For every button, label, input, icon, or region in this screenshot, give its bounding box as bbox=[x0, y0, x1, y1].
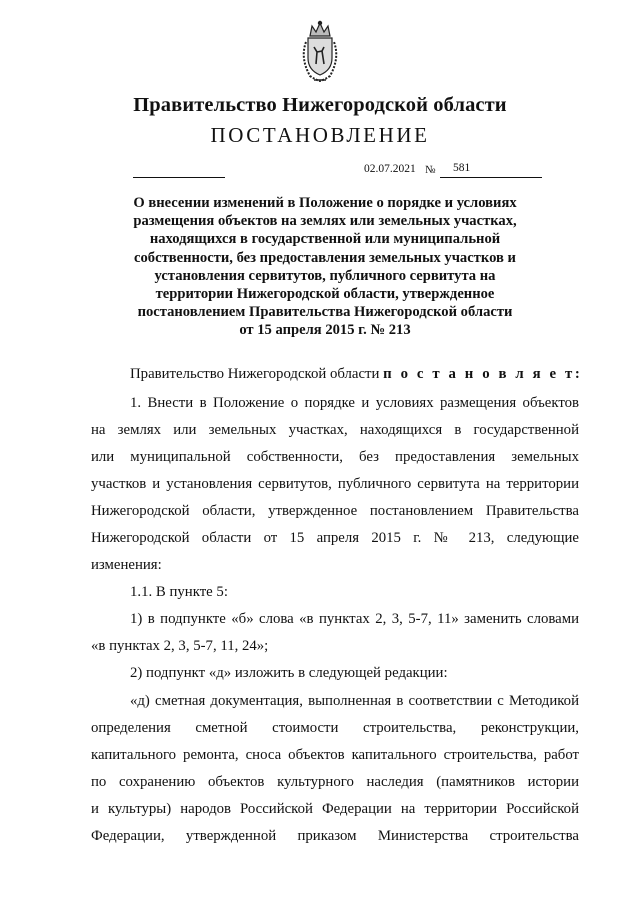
body-line: определения сметной стоимости строительства, реконструкции, bbox=[91, 720, 579, 736]
title-line: находящихся в государственной или муниципальной bbox=[149, 231, 501, 248]
preamble-verb: п о с т а н о в л я е т: bbox=[383, 366, 583, 382]
body-line: или муниципальной собственности, без предоставления земельных bbox=[91, 449, 579, 465]
body-line: Нижегородской области от 15 апреля 2015 г. № 213, следующие bbox=[91, 530, 579, 546]
title-line: постановлением Правительства Нижегородской области bbox=[137, 304, 513, 321]
title-line: от 15 апреля 2015 г. № 213 bbox=[239, 322, 411, 339]
document-number: 581 bbox=[453, 162, 471, 174]
preamble-text: Правительство Нижегородской области bbox=[130, 366, 380, 382]
body-line: участков и установления сервитутов, публичного сервитута на территории bbox=[91, 476, 579, 492]
body-line: «д) сметная документация, выполненная в соответствии с Методикой bbox=[130, 693, 579, 709]
government-name: Правительство Нижегородской области bbox=[133, 94, 507, 116]
document-date: 02.07.2021 bbox=[364, 163, 416, 175]
body-line: и культуры) народов Российской Федерации на территории Российской bbox=[91, 801, 579, 817]
body-line: на землях или земельных участках, находящихся в государственной bbox=[91, 422, 579, 438]
title-line: размещения объектов на землях или земельных участках, bbox=[133, 213, 517, 230]
body-line: 1) в подпункте «б» слова «в пунктах 2, 3, 5-7, 11» заменить словами bbox=[130, 611, 579, 627]
body-line: 1. Внести в Положение о порядке и условиях размещения объектов bbox=[130, 395, 579, 411]
body-line: 1.1. В пункте 5: bbox=[130, 584, 228, 600]
body-line: по сохранению объектов культурного наследия (памятников истории bbox=[91, 774, 579, 790]
body-line: Федерации, утвержденной приказом Министерства строительства bbox=[91, 828, 579, 844]
document-body bbox=[91, 0, 583, 905]
body-line: 2) подпункт «д» изложить в следующей редакции: bbox=[130, 665, 448, 681]
title-line: собственности, без предоставления земельных участков и bbox=[134, 249, 516, 266]
title-line: территории Нижегородской области, утвержденное bbox=[155, 286, 495, 303]
number-label: № bbox=[425, 164, 436, 176]
body-line: изменения: bbox=[91, 557, 162, 573]
body-line: Нижегородской области, утвержденное постановлением Правительства bbox=[91, 503, 579, 519]
document-type: ПОСТАНОВЛЕНИЕ bbox=[210, 123, 430, 147]
title-line: О внесении изменений в Положение о порядке и условиях bbox=[133, 195, 517, 211]
preamble bbox=[130, 366, 582, 383]
body-line: капитального ремонта, сноса объектов капитального строительства, работ bbox=[91, 747, 579, 763]
title-line: установления сервитутов, публичного сервитута на bbox=[154, 267, 496, 284]
body-line: «в пунктах 2, 3, 5-7, 11, 24»; bbox=[91, 638, 269, 654]
